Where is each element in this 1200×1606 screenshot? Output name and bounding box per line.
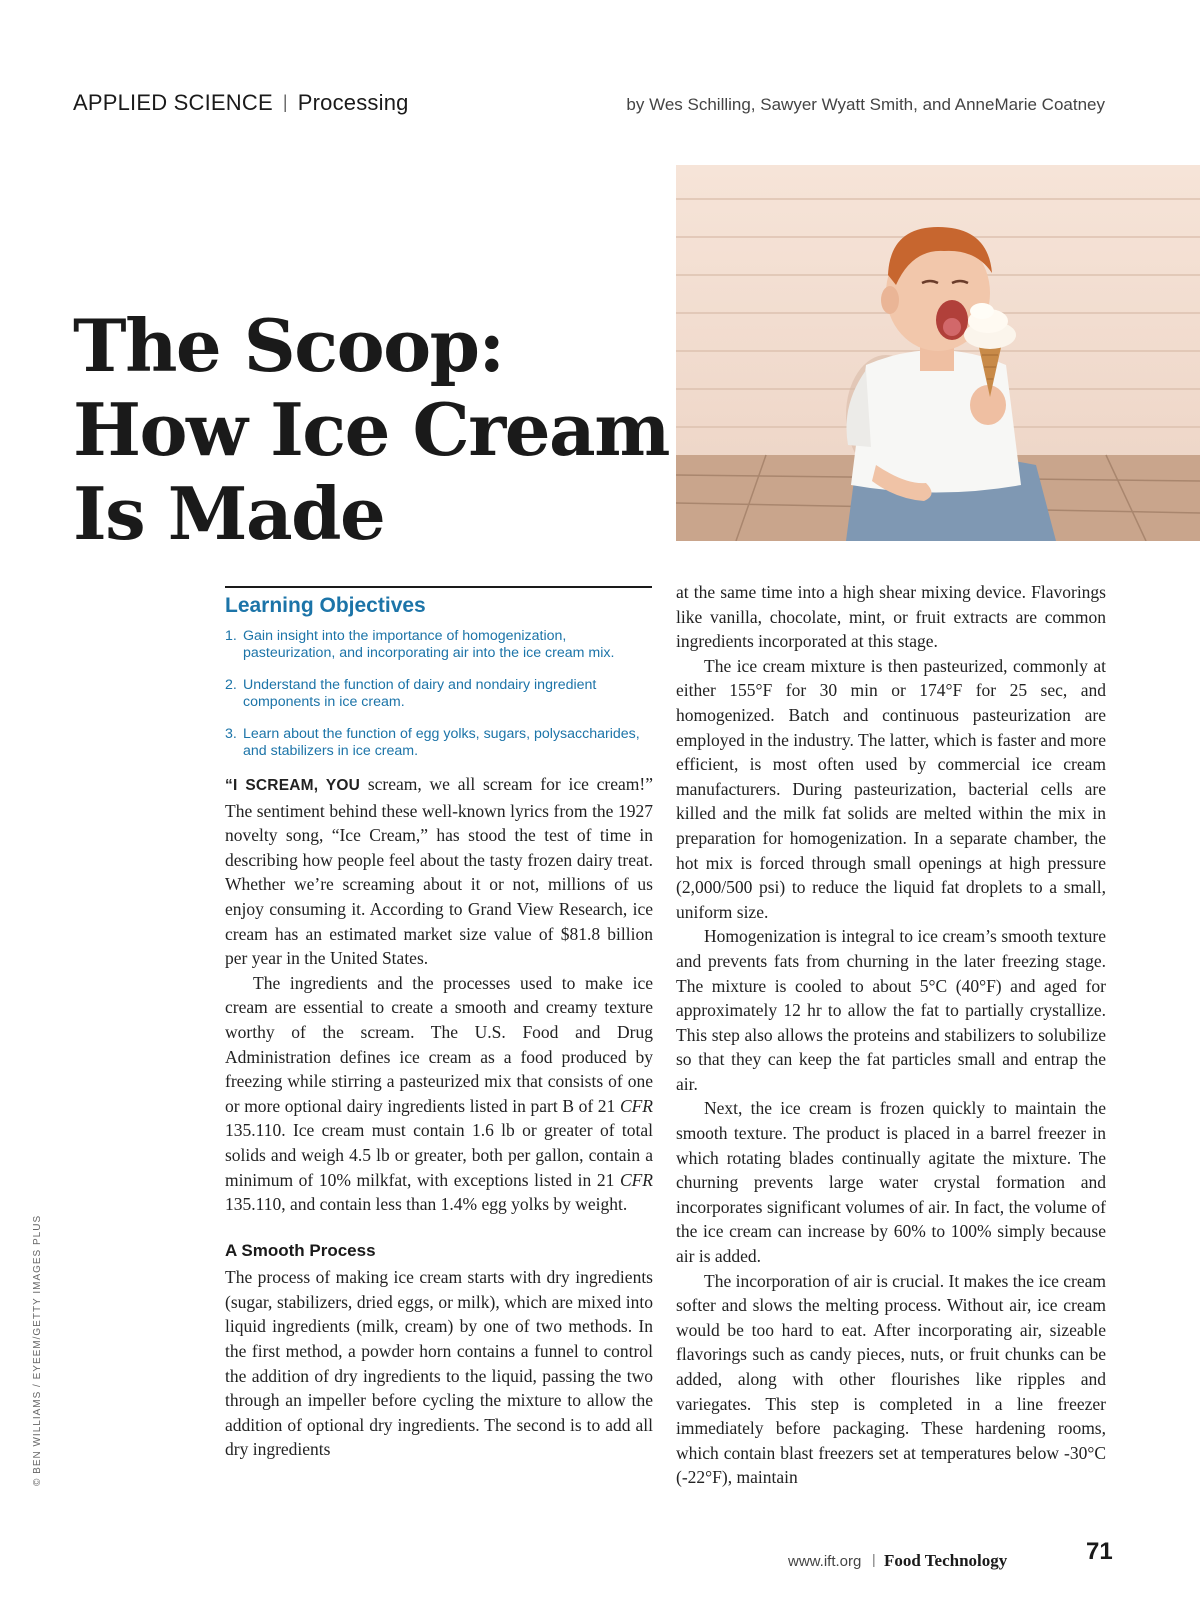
photo-credit: © BEN WILLIAMS / EYEEM/GETTY IMAGES PLUS xyxy=(32,1214,43,1486)
byline: by Wes Schilling, Sawyer Wyatt Smith, and AnneMarie Coatney xyxy=(626,95,1105,114)
objective-text: Learn about the function of egg yolks, sugars, polysaccharides, and stabilizers in ice cream. xyxy=(243,726,640,759)
freezing-paragraph: Next, the ice cream is frozen quickly to maintain the smooth texture. The product is placed in a barrel freezer in which rotating blades continually agitate the mixture. The churning prevents large water crystal formation and incorporates significant volumes of air. In fact, the volume of the ice cream can increase by 60% to 100% simply because air is added. xyxy=(676,1098,1106,1267)
body-column-2 xyxy=(676,580,1106,1490)
process-paragraph: The process of making ice cream starts with dry ingredients (sugar, stabilizers, dried eggs, or milk), which are mixed into liquid ingredients (milk, cream) by one of two methods. In the first method, a powder horn contains a funnel to control the addition of dry ingredients to the liquid, passing the two through an impeller before cycling the mixture to allow the addition of optional dry ingredients. The second is to add all dry ingredients xyxy=(225,1267,653,1460)
body-column-1 xyxy=(225,772,653,1462)
objective-number: 3. xyxy=(225,726,237,742)
intro-paragraph xyxy=(225,772,653,971)
objectives-list xyxy=(225,628,655,775)
lead-in: “I SCREAM, YOU xyxy=(225,777,361,794)
objective-number: 2. xyxy=(225,677,237,693)
objective-item xyxy=(225,677,655,711)
definition-text-c: 135.110, and contain less than 1.4% egg yolks by weight. xyxy=(225,1194,628,1215)
objective-text: Understand the function of dairy and nondairy ingredient components in ice cream. xyxy=(243,677,597,710)
objectives-heading: Learning Objectives xyxy=(225,594,426,617)
article-photo xyxy=(676,165,1200,541)
intro-text: scream, we all scream for ice cream!” The sentiment behind these well-known lyrics from the 1927 novelty song, “Ice Cream,” has stood the test of time in describing how people feel about the tasty frozen dairy treat. Whether we’re screaming about it or not, millions of us enjoy consuming it. According to Grand View Research, ice cream has an estimated market size value of $81.8 billion per year in the United States. xyxy=(225,774,653,969)
article-title xyxy=(73,304,673,556)
objective-number: 1. xyxy=(225,628,237,644)
footer-url[interactable]: www.ift.org xyxy=(788,1553,862,1570)
header-separator: | xyxy=(282,92,288,112)
section-label: APPLIED SCIENCE xyxy=(73,90,273,115)
definition-paragraph xyxy=(225,971,653,1217)
objective-item xyxy=(225,726,655,760)
pasteurization-paragraph: The ice cream mixture is then pasteurized, commonly at either 155°F for 30 min or 174°F for 25 sec, and homogenized. Batch and continuous pasteurization are employed in the industry. The latter, which is faster and more efficient, is most often used by commercial ice cream manufacturers. During pasteurization, bacterial cells are killed and the milk fat solids are melted within the mix in preparation for homogenization. In a separate chamber, the hot mix is forced through small openings at high pressure (2,000/500 psi) to reduce the liquid fat droplets to a small, uniform size. xyxy=(676,655,1106,922)
title-line-3: Is Made xyxy=(73,471,385,556)
title-line-1: The Scoop: xyxy=(73,303,504,388)
objective-item xyxy=(225,628,655,662)
continued-paragraph: at the same time into a high shear mixing device. Flavorings like vanilla, chocolate, mint, or fruit extracts are common ingredients incorporated at this stage. xyxy=(676,582,1106,652)
boy-eating-ice-cream-illustration xyxy=(676,165,1200,541)
homogenization-paragraph: Homogenization is integral to ice cream’s smooth texture and prevents fats from churning in the later freezing stage. The mixture is cooled to about 5°C (40°F) and aged for approximately 12 hr to allow the fat to partially crystallize. This step also allows the proteins and stabilizers to solubilize so that they can keep the fat particles small and entrap the air. xyxy=(676,926,1106,1094)
objective-text: Gain insight into the importance of homogenization, pasteurization, and incorporating air into the ice cream mix. xyxy=(243,628,615,661)
subsection-label: Processing xyxy=(297,90,409,115)
definition-text-a: The ingredients and the processes used to make ice cream are essential to create a smooth and creamy texture worthy of the scream. The U.S. Food and Drug Administration defines ice cream as a food produced by freezing while stirring a pasteurized mix that consists of one or more optional dairy ingredients listed in part B of 21 xyxy=(225,972,653,1116)
objectives-divider xyxy=(225,586,652,588)
magazine-name: Food Technology xyxy=(884,1551,1008,1570)
page-number: 71 xyxy=(1086,1538,1113,1565)
air-paragraph: The incorporation of air is crucial. It makes the ice cream softer and slows the melting process. Without air, ice cream would be too hard to eat. After incorporating air, sizeable flavorings such as candy pieces, nuts, or fruit chunks can be added, along with other flourishes like ripples and variegates. This step is completed in a line freezer immediately before packaging. These hardening rooms, which contain blast freezers set at temperatures below -30°C (-22°F), maintain xyxy=(676,1270,1106,1488)
footer-separator: | xyxy=(872,1551,876,1567)
title-line-2: How Ice Cream xyxy=(73,387,669,472)
section-header xyxy=(73,90,409,116)
definition-text-b: 135.110. Ice cream must contain 1.6 lb or greater of total solids and weigh 4.5 lb or greater, both per gallon, contain a minimum of 10% milkfat, with exceptions listed in 21 xyxy=(225,1120,653,1190)
cfr-italic: CFR xyxy=(619,1169,653,1190)
cfr-italic: CFR xyxy=(619,1095,653,1116)
section-subheading: A Smooth Process xyxy=(225,1240,376,1260)
